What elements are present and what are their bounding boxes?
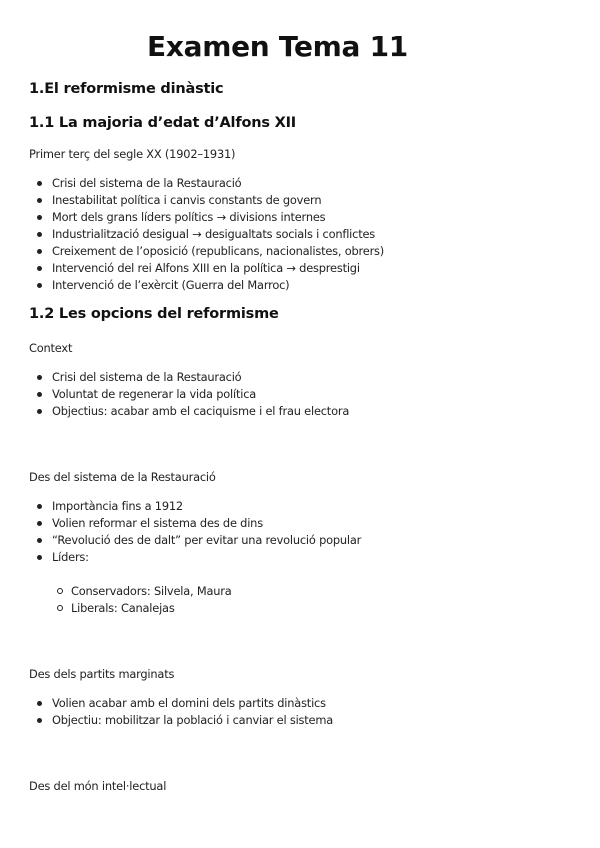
list-item: Intervenció de l’exèrcit (Guerra del Marroc) — [35, 277, 384, 294]
leaders-list — [55, 583, 232, 617]
bullet-icon — [37, 375, 42, 380]
list-item: Objectius: acabar amb el caciquisme i el frau electora — [35, 403, 349, 420]
marginats-list — [35, 695, 333, 729]
sistema-label: Des del sistema de la Restauració — [29, 470, 216, 484]
bullet-icon — [37, 249, 42, 254]
list-item: Crisi del sistema de la Restauració — [35, 175, 384, 192]
list-item: Voluntat de regenerar la vida política — [35, 386, 349, 403]
list-item: Industrialització desigual → desigualtats socials i conflictes — [35, 226, 384, 243]
bullet-icon — [37, 538, 42, 543]
marginats-label: Des dels partits marginats — [29, 667, 175, 681]
list-item: Mort dels grans líders polítics → divisions internes — [35, 209, 384, 226]
bullet-icon — [37, 555, 42, 560]
section-heading-reformisme: 1.El reformisme dinàstic — [29, 81, 224, 97]
list-item: Inestabilitat política i canvis constants de govern — [35, 192, 384, 209]
list-item: “Revolució des de dalt” per evitar una revolució popular — [35, 532, 361, 549]
bullet-icon — [37, 504, 42, 509]
list-item: Intervenció del rei Alfons XIII en la política → desprestigi — [35, 260, 384, 277]
circle-bullet-icon — [57, 605, 63, 611]
bullet-icon — [37, 718, 42, 723]
intel-label: Des del món intel·lectual — [29, 779, 167, 793]
bullet-icon — [37, 701, 42, 706]
list-item: Liberals: Canalejas — [55, 600, 232, 617]
context-list — [35, 369, 349, 420]
bullet-icon — [37, 409, 42, 414]
subsection-heading-majoria-edat: 1.1 La majoria d’edat d’Alfons XII — [29, 115, 296, 131]
bullet-icon — [37, 215, 42, 220]
bullet-icon — [37, 266, 42, 271]
list-item: Importància fins a 1912 — [35, 498, 361, 515]
list-item: Crisi del sistema de la Restauració — [35, 369, 349, 386]
list-item: Líders: — [35, 549, 361, 566]
context-label: Context — [29, 341, 73, 355]
list-item: Conservadors: Silvela, Maura — [55, 583, 232, 600]
bullet-icon — [37, 521, 42, 526]
list-item: Creixement de l’oposició (republicans, nacionalistes, obrers) — [35, 243, 384, 260]
bullet-icon — [37, 198, 42, 203]
bullet-icon — [37, 181, 42, 186]
subsection-heading-opcions-reformisme: 1.2 Les opcions del reformisme — [29, 306, 279, 322]
sistema-list — [35, 498, 361, 566]
bullet-icon — [37, 283, 42, 288]
list-item: Volien reformar el sistema des de dins — [35, 515, 361, 532]
circle-bullet-icon — [57, 588, 63, 594]
causes-list — [35, 175, 384, 294]
bullet-icon — [37, 232, 42, 237]
period-text: Primer terç del segle XX (1902–1931) — [29, 147, 236, 161]
document-title: Examen Tema 11 — [147, 30, 408, 63]
list-item: Objectiu: mobilitzar la població i canviar el sistema — [35, 712, 333, 729]
bullet-icon — [37, 392, 42, 397]
list-item: Volien acabar amb el domini dels partits dinàstics — [35, 695, 333, 712]
